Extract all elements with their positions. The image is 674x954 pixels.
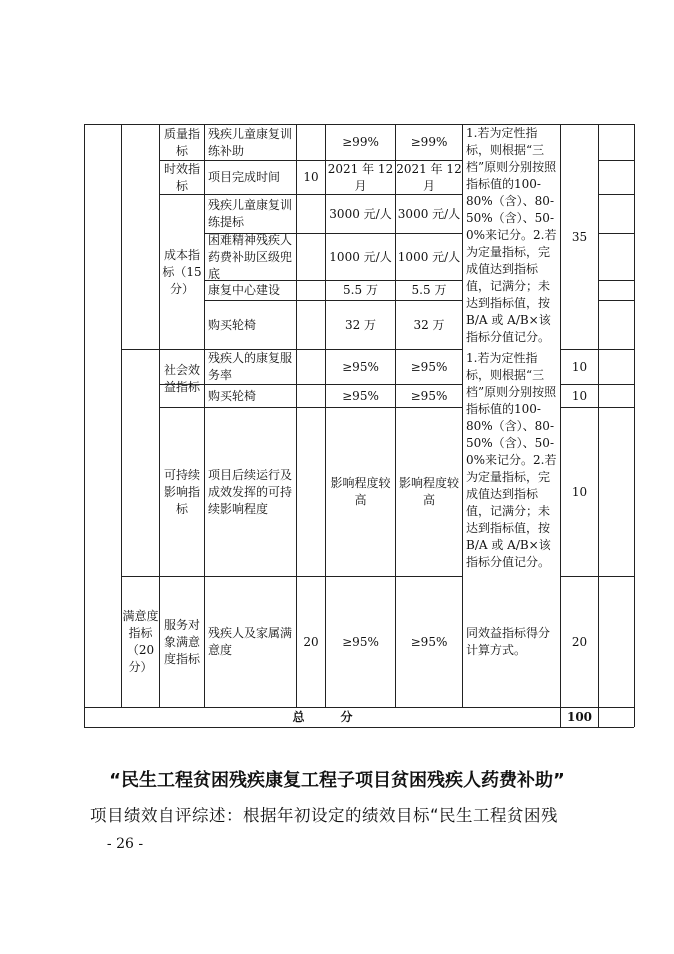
quality-actual: ≥99% bbox=[410, 135, 448, 149]
time-indicator: 项目完成时间 bbox=[208, 170, 281, 184]
quality-sub: 质量指标 bbox=[163, 126, 200, 158]
total-score: 100 bbox=[566, 710, 593, 724]
sustain-indicator: 项目后续运行及成效发挥的可持续影响程度 bbox=[208, 467, 293, 516]
social-sub: 社会效益指标 bbox=[163, 362, 200, 394]
sustain-actual: 影响程度较高 bbox=[398, 476, 459, 507]
cost-indicator-2: 困难精神残疾人药费补助区级兜底 bbox=[208, 232, 293, 281]
cost-target-4: 32 万 bbox=[344, 317, 377, 332]
satisfaction-weight: 20 bbox=[303, 634, 319, 649]
satisfaction-level2: 满意度指标（20分） bbox=[122, 609, 159, 674]
cost-actual-1: 3000 元/人 bbox=[397, 206, 461, 221]
satisfaction-score: 20 bbox=[571, 634, 588, 649]
social-actual-1: ≥95% bbox=[410, 359, 448, 374]
social-indicator-1: 残疾人的康复服务率 bbox=[208, 351, 293, 382]
total-label: 总 分 bbox=[292, 710, 353, 724]
intro-paragraph: 项目绩效自评综述：根据年初设定的绩效目标“民生工程贫困残 bbox=[90, 806, 559, 825]
sustain-target: 影响程度较高 bbox=[330, 476, 391, 507]
social-target-2: ≥95% bbox=[342, 388, 379, 403]
social-actual-2: ≥95% bbox=[410, 388, 448, 403]
satisfaction-sub: 服务对象满意度指标 bbox=[163, 617, 200, 666]
time-weight: 10 bbox=[303, 170, 319, 184]
satisfaction-indicator: 残疾人及家属满意度 bbox=[208, 626, 293, 657]
sustain-score: 10 bbox=[571, 484, 588, 499]
sustain-sub: 可持续影响指标 bbox=[163, 467, 200, 516]
satisfaction-actual: ≥95% bbox=[410, 634, 448, 649]
cost-actual-2: 1000 元/人 bbox=[397, 249, 461, 264]
scoring-method-1: 1.若为定性指标，则根据“三档”原则分别按照指标值的100-80%（含）、80-50%（含）、50-0%来记分。2.若为定量指标，完成值达到指标值，记满分；未达到指标值，按 B/A 或 A/B×该指标分值记分。 bbox=[466, 126, 557, 344]
social-score-2: 10 bbox=[571, 388, 588, 403]
cost-target-2: 1000 元/人 bbox=[329, 249, 392, 264]
satisfaction-target: ≥95% bbox=[342, 634, 379, 649]
cost-sub: 成本指标（15分） bbox=[162, 247, 202, 296]
score-block-1: 35 bbox=[571, 229, 588, 244]
cost-target-1: 3000 元/人 bbox=[329, 206, 392, 221]
satisfaction-method: 同效益指标得分计算方式。 bbox=[466, 626, 551, 657]
time-actual: 2021 年 12 月 bbox=[396, 161, 462, 193]
cost-indicator-1: 残疾儿童康复训练提标 bbox=[208, 198, 293, 229]
cost-actual-4: 32 万 bbox=[413, 317, 445, 332]
time-target: 2021 年 12 月 bbox=[327, 161, 394, 193]
quality-indicator: 残疾儿童康复训练补助 bbox=[208, 126, 293, 158]
social-score-1: 10 bbox=[571, 359, 588, 374]
section-title: “民生工程贫困残疾康复工程子项目贫困残疾人药费补助” bbox=[109, 770, 565, 791]
social-target-1: ≥95% bbox=[342, 359, 379, 374]
page-number: - 26 - bbox=[106, 836, 144, 852]
scoring-method-2: 1.若为定性指标，则根据“三档”原则分别按照指标值的100-80%（含）、80-50%（含）、50-0%来记分。2.若为定量指标，完成值达到指标值，记满分；未达到指标值，按 B/A 或 A/B×该指标分值记分。 bbox=[466, 351, 557, 569]
cost-indicator-3: 康复中心建设 bbox=[208, 283, 281, 297]
social-indicator-2: 购买轮椅 bbox=[208, 388, 257, 403]
cost-indicator-4: 购买轮椅 bbox=[208, 317, 257, 332]
time-sub: 时效指标 bbox=[163, 161, 200, 193]
cost-target-3: 5.5 万 bbox=[343, 283, 378, 297]
quality-target: ≥99% bbox=[342, 135, 379, 149]
cost-actual-3: 5.5 万 bbox=[411, 283, 447, 297]
